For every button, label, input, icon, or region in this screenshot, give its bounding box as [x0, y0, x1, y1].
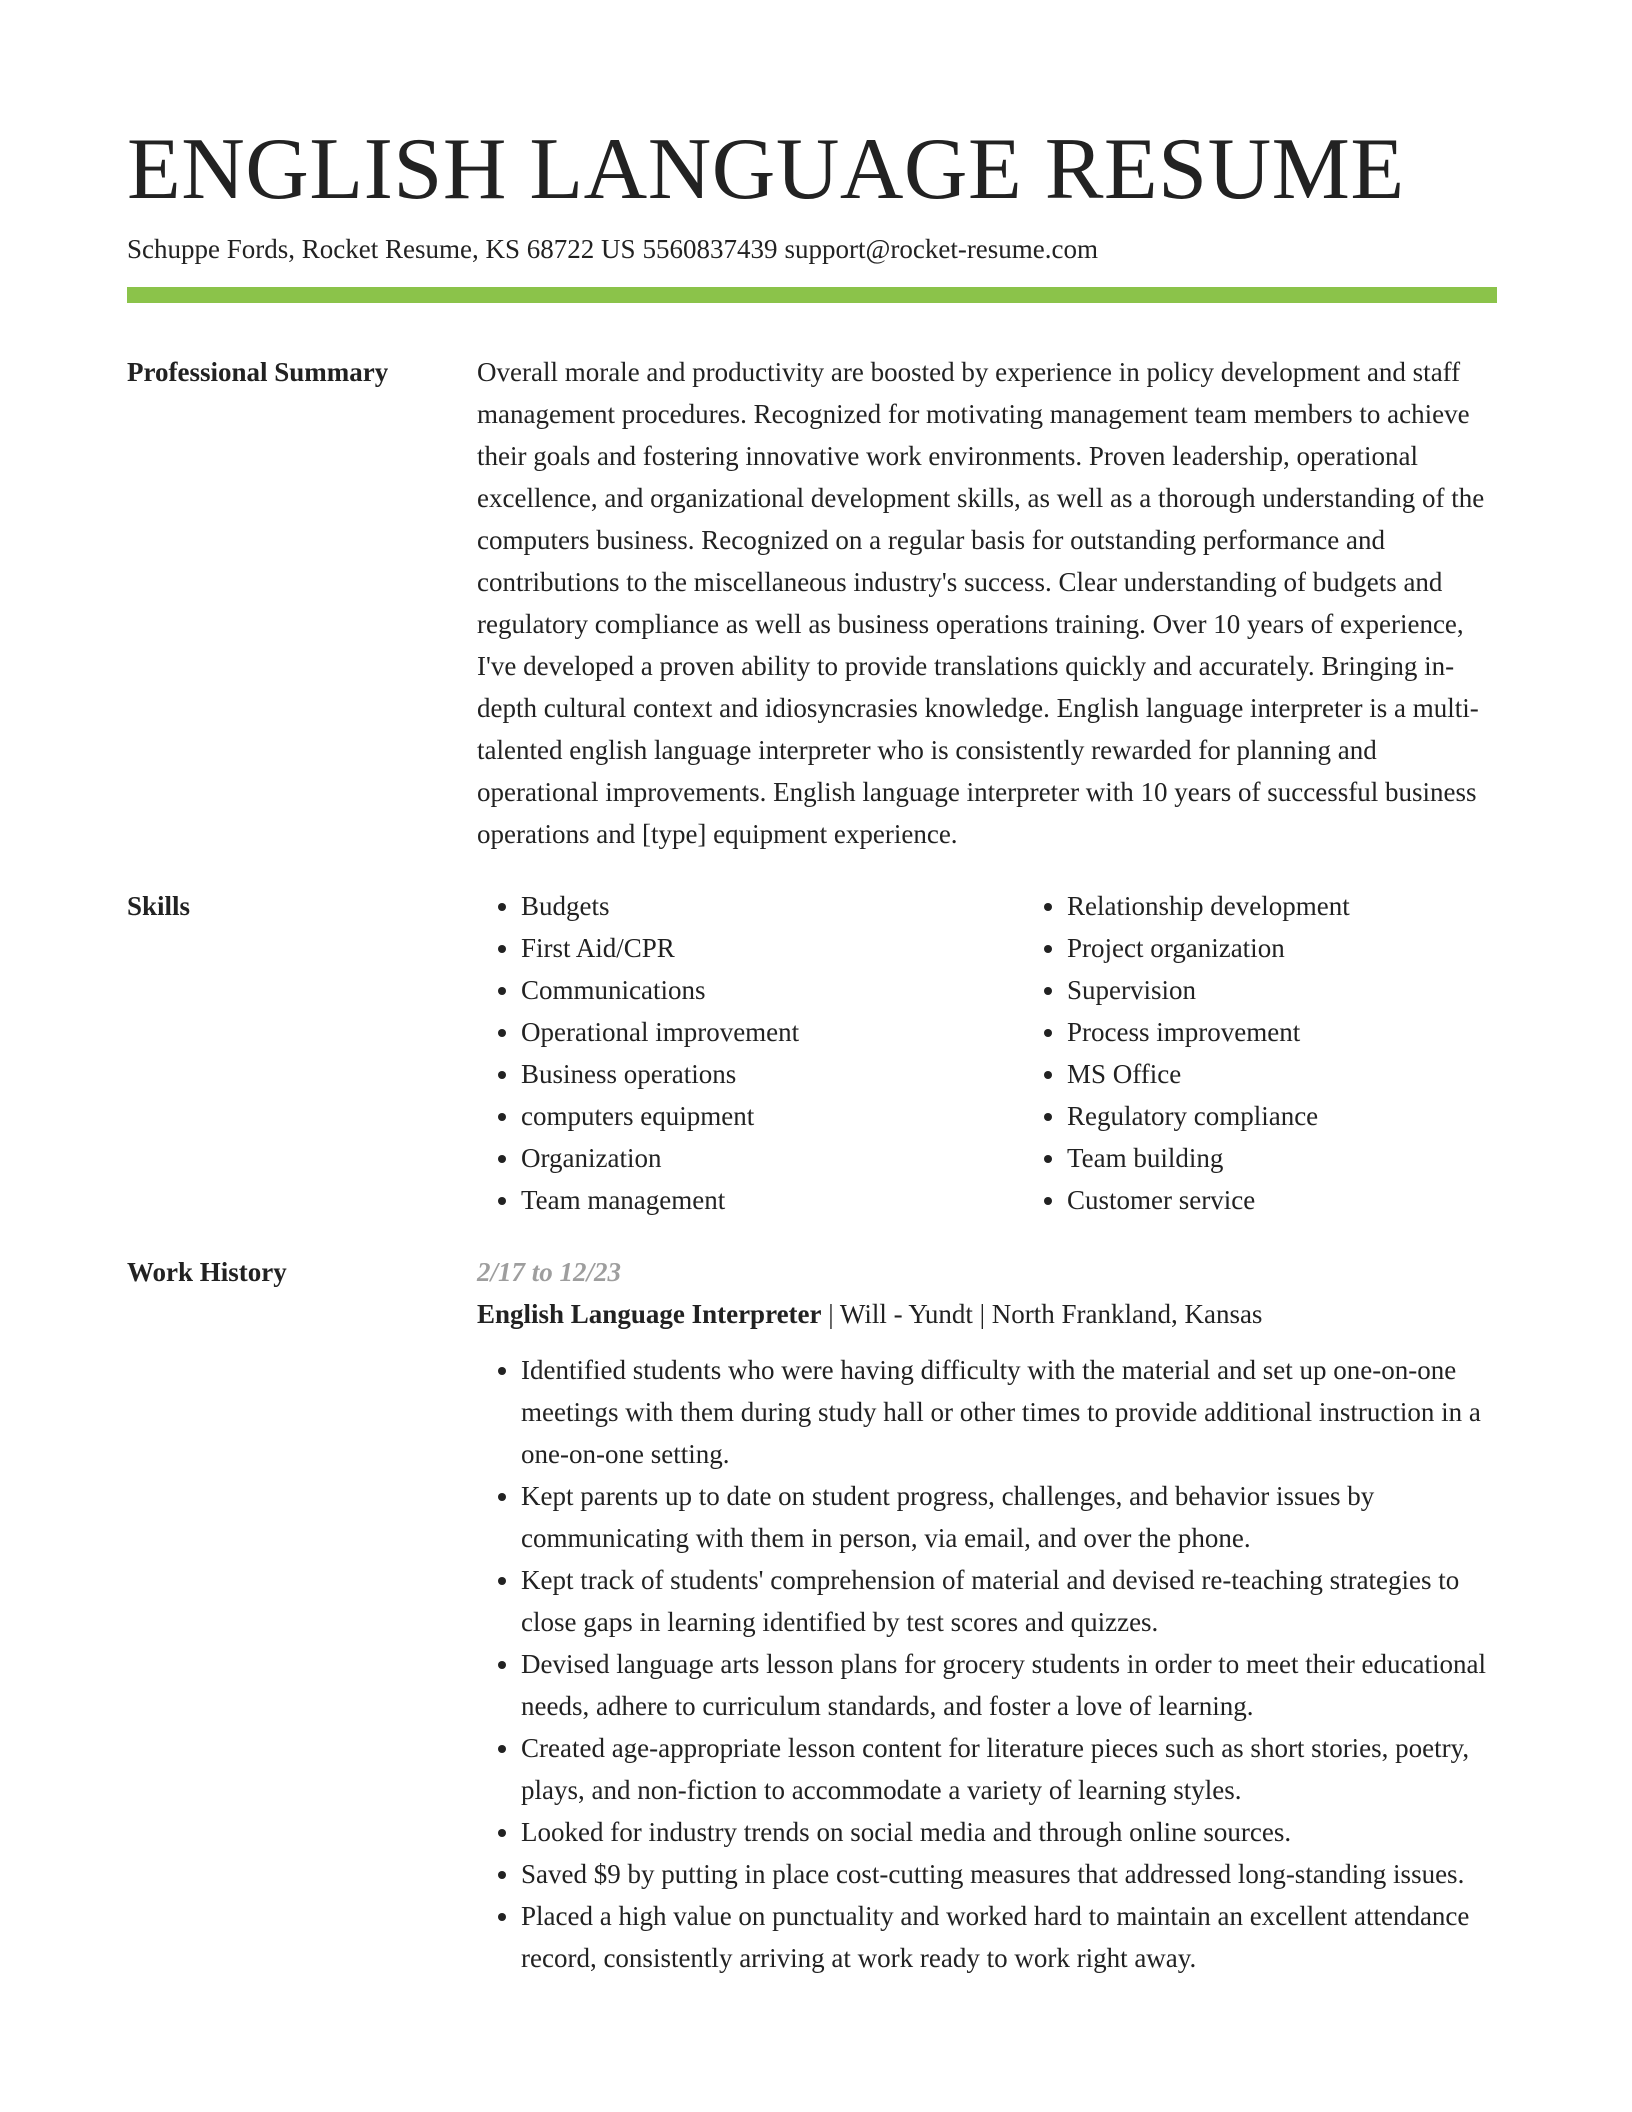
skill-item: • Project organization: [1067, 927, 1569, 969]
job-title: English Language Interpreter: [477, 1299, 822, 1329]
summary-section: [127, 351, 1497, 855]
duty-item: • Placed a high value on punctuality and worked hard to maintain an excellent attendance record, consistently arriving at work ready to work right away.: [521, 1895, 1497, 1979]
skill-item: • Team management: [521, 1179, 1023, 1221]
job-line: [477, 1293, 1497, 1335]
contact-email: support@rocket-resume.com: [784, 234, 1099, 264]
duty-item: • Kept track of students' comprehension of material and devised re-teaching strategies to close gaps in learning identified by test scores and quizzes.: [521, 1559, 1497, 1643]
duty-item: • Created age-appropriate lesson content for literature pieces such as short stories, poetry, plays, and non-fiction to accommodate a variety of learning styles.: [521, 1727, 1497, 1811]
skills-list-left: [477, 885, 1023, 1221]
job-employer-location: | Will - Yundt | North Frankland, Kansas: [821, 1299, 1263, 1329]
header-divider: [127, 287, 1497, 303]
skill-item: • Operational improvement: [521, 1011, 1023, 1053]
skill-item: • Communications: [521, 969, 1023, 1011]
skill-item: • Budgets: [521, 885, 1023, 927]
summary-heading: Professional Summary: [127, 357, 389, 387]
work-history-heading: Work History: [127, 1257, 287, 1287]
duty-item: • Devised language arts lesson plans for grocery students in order to meet their educational needs, adhere to curriculum standards, and foster a love of learning.: [521, 1643, 1497, 1727]
job-dates: 2/17 to 12/23: [477, 1257, 622, 1287]
skill-item: • MS Office: [1067, 1053, 1569, 1095]
duty-item: • Identified students who were having difficulty with the material and set up one-on-one meetings with them during study hall or other times to provide additional instruction in a one-on-one setting.: [521, 1349, 1497, 1475]
skill-item: • Organization: [521, 1137, 1023, 1179]
contact-line: [127, 231, 1497, 267]
duty-item: • Kept parents up to date on student progress, challenges, and behavior issues by communicating with them in person, via email, and over the phone.: [521, 1475, 1497, 1559]
summary-text: Overall morale and productivity are boosted by experience in policy development and staff management procedures. Recognized for motivating management team members to achieve their goals and fostering innovative work environments. Proven leadership, operational excellence, and organizational development skills, as well as a thorough understanding of the computers business. Recognized on a regular basis for outstanding performance and contributions to the miscellaneous industry's success. Clear understanding of budgets and regulatory compliance as well as business operations training. Over 10 years of experience, I've developed a proven ability to provide translations quickly and accurately. Bringing in-depth cultural context and idiosyncrasies knowledge. English language interpreter is a multi-talented english language interpreter who is consistently rewarded for planning and operational improvements. English language interpreter with 10 years of successful business operations and [type] equipment experience.: [477, 357, 1485, 849]
skill-item: • Customer service: [1067, 1179, 1569, 1221]
duty-item: • Looked for industry trends on social media and through online sources.: [521, 1811, 1497, 1853]
work-history-section: [127, 1251, 1497, 1979]
skill-item: • Process improvement: [1067, 1011, 1569, 1053]
duty-item: • Saved $9 by putting in place cost-cutting measures that addressed long-standing issues.: [521, 1853, 1497, 1895]
job-duties-list: [477, 1349, 1497, 1979]
skill-item: • computers equipment: [521, 1095, 1023, 1137]
skill-item: • Team building: [1067, 1137, 1569, 1179]
skill-item: • Regulatory compliance: [1067, 1095, 1569, 1137]
skill-item: • Supervision: [1067, 969, 1569, 1011]
skills-list-right: [1023, 885, 1569, 1221]
contact-phone: 5560837439: [642, 234, 778, 264]
resume-page: [127, 118, 1497, 1979]
skill-item: • First Aid/CPR: [521, 927, 1023, 969]
contact-address: Schuppe Fords, Rocket Resume, KS 68722 US: [127, 234, 636, 264]
skill-item: • Business operations: [521, 1053, 1023, 1095]
skills-section: [127, 885, 1497, 1221]
skills-heading: Skills: [127, 891, 191, 921]
skill-item: • Relationship development: [1067, 885, 1569, 927]
resume-title: ENGLISH LANGUAGE RESUME: [127, 121, 1405, 218]
